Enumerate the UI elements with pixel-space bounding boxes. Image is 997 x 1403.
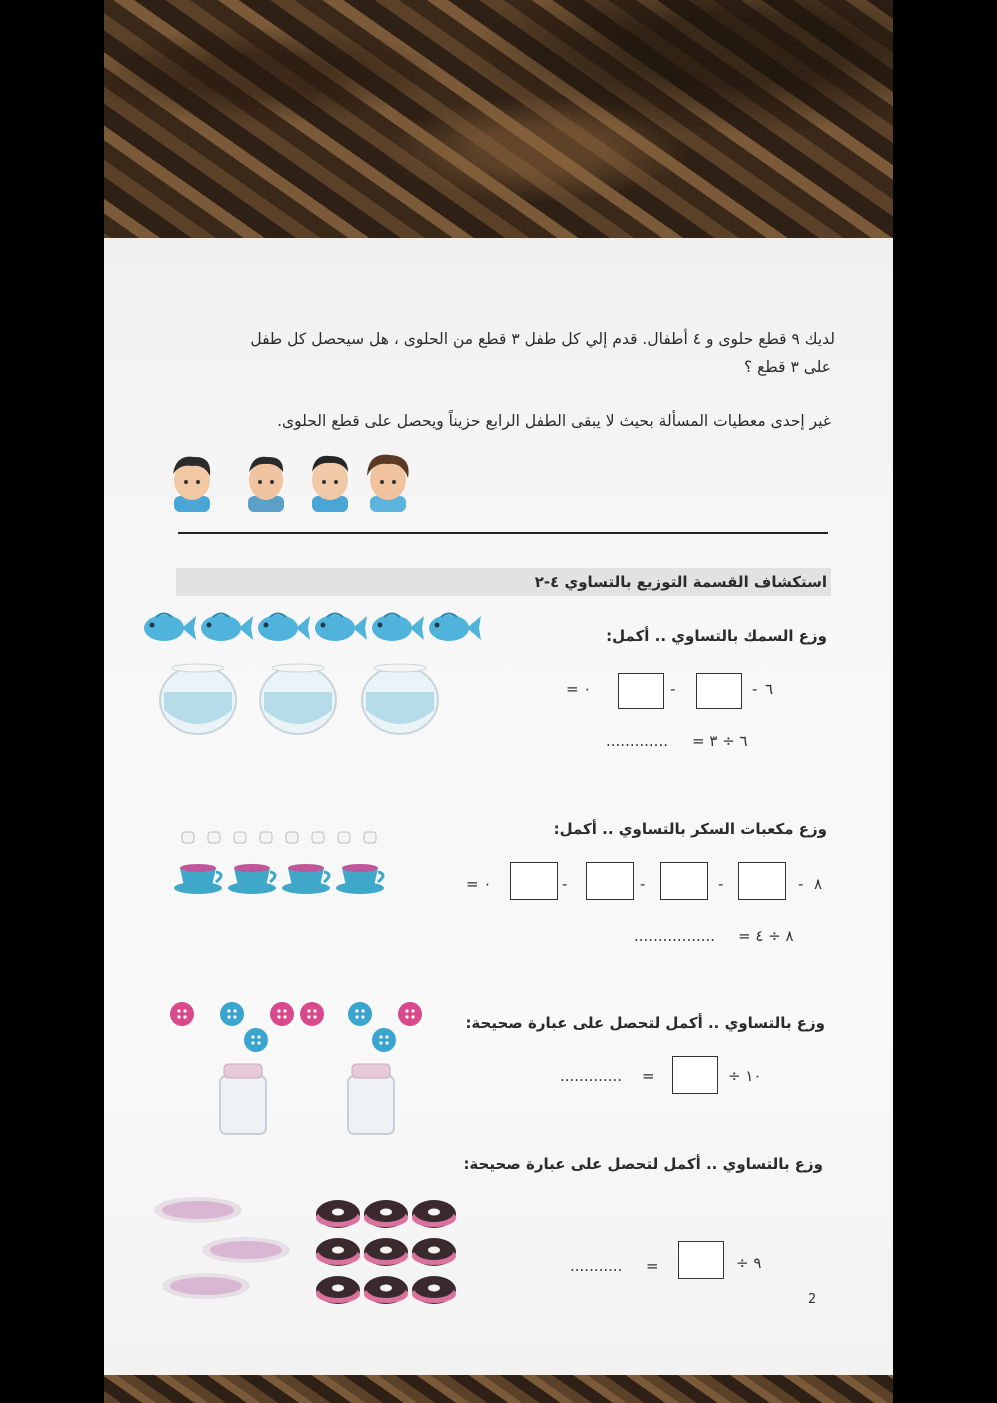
ex4-answer-box[interactable] <box>678 1241 724 1279</box>
ex2-minus-3: - <box>640 875 646 893</box>
fish-icon <box>144 614 196 642</box>
donut-icon <box>316 1276 360 1304</box>
ex2-answer-box-3[interactable] <box>586 862 634 900</box>
sugar-cube-icon <box>182 832 194 843</box>
fish-icon <box>201 614 253 642</box>
section-title: استكشاف القسمة التوزيع بالتساوي ٤-٢ <box>534 573 827 591</box>
ex3-equals: = <box>642 1067 655 1085</box>
ex2-start: ٨ <box>814 875 823 893</box>
ex1-start: ٦ <box>765 680 774 698</box>
jar-icon <box>220 1064 266 1134</box>
boy-icon <box>367 455 409 512</box>
ex3-start: ١٠ ÷ <box>728 1067 762 1085</box>
ex4-start: ٩ ÷ <box>736 1254 762 1272</box>
teacup-icon <box>282 864 330 894</box>
fishbowl-row <box>160 662 450 742</box>
button-icon <box>398 1002 422 1026</box>
button-icon <box>244 1028 268 1052</box>
problem-line-3: غير إحدى معطيات المسألة بحيث لا يبقى الطفل الرابع حزيناً ويحصل على قطع الحلوى. <box>277 412 831 430</box>
donut-icon <box>364 1238 408 1266</box>
donut-icon <box>412 1276 456 1304</box>
donut-icon <box>364 1200 408 1228</box>
ex2-division: ٨ ÷ ٤ = <box>738 927 794 945</box>
button-icon <box>348 1002 372 1026</box>
ex4-equals: = <box>646 1257 659 1275</box>
ex2-equals-zero: ٠ = <box>466 875 492 893</box>
ex3-answer-box[interactable] <box>672 1056 718 1094</box>
ex2-answer-box-2[interactable] <box>660 862 708 900</box>
carpet-background <box>104 0 893 250</box>
carpet-background-bottom <box>104 1375 893 1403</box>
ex3-blank[interactable]: ............. <box>560 1067 622 1085</box>
ex2-answer-box-4[interactable] <box>510 862 558 900</box>
fish-row <box>140 608 480 648</box>
fish-icon <box>429 614 481 642</box>
plates-group <box>154 1196 294 1306</box>
sugar-cube-icon <box>338 832 350 843</box>
donut-icon <box>412 1200 456 1228</box>
left-border <box>0 0 104 1403</box>
plate-icon <box>162 1273 250 1299</box>
boy-icon <box>312 456 348 512</box>
problem-line-2: على ٣ قطع ؟ <box>743 358 831 376</box>
ex1-blank[interactable]: ............. <box>606 732 668 750</box>
teacup-icon <box>336 864 384 894</box>
donut-icon <box>316 1200 360 1228</box>
ex3-instruction: وزع بالتساوي .. أكمل لتحصل على عبارة صحيحة: <box>465 1014 825 1032</box>
button-icon <box>300 1002 324 1026</box>
teacup-icon <box>174 864 222 894</box>
problem-line-1: لديك ٩ قطع حلوى و ٤ أطفال. قدم إلي كل طفل ٣ قطع من الحلوى ، هل سيحصل كل طفل <box>250 330 835 348</box>
ex1-equals-zero: ٠ = <box>566 680 592 698</box>
children-illustration <box>160 452 420 522</box>
teacup-row <box>174 862 394 896</box>
plate-icon <box>202 1237 290 1263</box>
ex1-minus-2: - <box>670 680 676 698</box>
ex2-minus-4: - <box>562 875 568 893</box>
donut-icon <box>316 1238 360 1266</box>
button-icon <box>170 1002 194 1026</box>
ex4-blank[interactable]: ........... <box>570 1257 623 1275</box>
donut-icon <box>412 1238 456 1266</box>
boy-icon <box>173 457 210 512</box>
ex1-instruction: وزع السمك بالتساوي .. أكمل: <box>606 627 827 645</box>
button-icon <box>372 1028 396 1052</box>
sugar-cube-row <box>180 830 390 846</box>
ex2-minus-1: - <box>798 875 804 893</box>
right-border <box>893 0 997 1403</box>
ex1-answer-box-1[interactable] <box>696 673 742 709</box>
ex2-instruction: وزع مكعبات السكر بالتساوي .. أكمل: <box>553 820 827 838</box>
donuts-grid <box>314 1196 464 1316</box>
button-icon <box>220 1002 244 1026</box>
ex1-answer-box-2[interactable] <box>618 673 664 709</box>
jar-icon <box>348 1064 394 1134</box>
teacup-icon <box>228 864 276 894</box>
boy-icon <box>248 457 284 512</box>
sugar-cube-icon <box>364 832 376 843</box>
fishbowl-icon <box>362 664 438 734</box>
plate-icon <box>154 1197 242 1223</box>
fish-icon <box>315 614 367 642</box>
page-number: 2 <box>808 1292 817 1307</box>
fishbowl-icon <box>260 664 336 734</box>
fishbowl-icon <box>160 664 236 734</box>
sugar-cube-icon <box>260 832 272 843</box>
sugar-cube-icon <box>312 832 324 843</box>
ex2-minus-2: - <box>718 875 724 893</box>
buttons-and-jars <box>168 998 428 1138</box>
ex1-minus-1: - <box>752 680 758 698</box>
ex2-answer-box-1[interactable] <box>738 862 786 900</box>
sugar-cube-icon <box>286 832 298 843</box>
ex1-division: ٦ ÷ ٣ = <box>692 732 748 750</box>
donut-icon <box>364 1276 408 1304</box>
fish-icon <box>372 614 424 642</box>
sugar-cube-icon <box>234 832 246 843</box>
ex2-blank[interactable]: ................. <box>634 927 716 945</box>
sugar-cube-icon <box>208 832 220 843</box>
ex4-instruction: وزع بالتساوي .. أكمل لتحصل على عبارة صحيحة: <box>463 1155 823 1173</box>
fish-icon <box>258 614 310 642</box>
divider <box>178 532 828 534</box>
button-icon <box>270 1002 294 1026</box>
